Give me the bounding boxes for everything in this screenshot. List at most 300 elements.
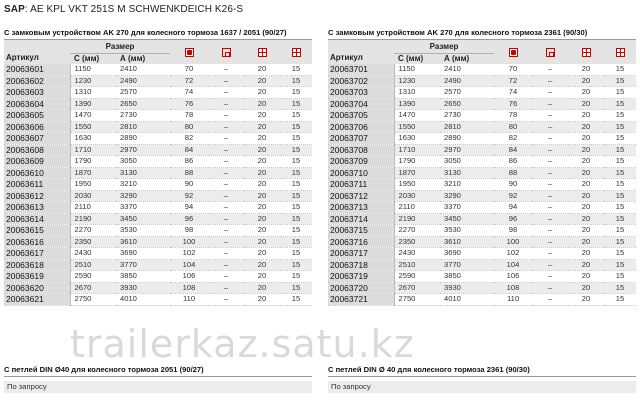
square-cell: – <box>208 282 244 294</box>
grid-cell-a: 20 <box>244 167 280 179</box>
grid-cell-b: 15 <box>280 213 312 225</box>
grid-cell-b: 15 <box>604 213 636 225</box>
c-cell: 2670 <box>70 282 116 294</box>
a-cell: 3210 <box>440 179 494 191</box>
lower-left-note: По запросу <box>4 381 312 393</box>
article-cell: 20063704 <box>328 98 394 110</box>
grid-cell-b: 15 <box>280 282 312 294</box>
weight-cell: 72 <box>170 75 208 87</box>
grid-cell-b: 15 <box>280 110 312 122</box>
grid-cell-a: 20 <box>244 64 280 75</box>
article-cell: 20063708 <box>328 144 394 156</box>
table-row <box>4 225 312 237</box>
table-row <box>4 202 312 214</box>
a-cell: 3530 <box>440 225 494 237</box>
a-cell: 2650 <box>116 98 170 110</box>
table-row <box>328 87 636 99</box>
article-cell: 20063604 <box>4 98 70 110</box>
grid-cell-b: 15 <box>280 225 312 237</box>
weight-cell: 106 <box>170 271 208 283</box>
square-cell: – <box>208 110 244 122</box>
a-cell: 3050 <box>116 156 170 168</box>
grid-cell-b: 15 <box>604 282 636 294</box>
grid-cell-a: 20 <box>568 271 604 283</box>
grid-cell-a: 20 <box>568 236 604 248</box>
page-title <box>4 4 243 15</box>
grid-cell-a: 20 <box>568 225 604 237</box>
a-cell: 3450 <box>116 213 170 225</box>
table-row <box>4 87 312 99</box>
grid-cell-b: 15 <box>604 121 636 133</box>
grid-cell-a: 20 <box>244 156 280 168</box>
left-panel <box>4 27 312 306</box>
title-text: : AE KPL VKT 251S M SCHWENKDEICH K26-S <box>24 4 244 15</box>
c-cell: 2510 <box>394 259 440 271</box>
grid-cell-b: 15 <box>280 248 312 260</box>
a-cell: 3130 <box>440 167 494 179</box>
square-cell: – <box>532 271 568 283</box>
article-cell: 20063721 <box>328 294 394 306</box>
a-cell: 4010 <box>440 294 494 306</box>
article-cell: 20063707 <box>328 133 394 145</box>
square-cell: – <box>532 213 568 225</box>
a-cell: 3210 <box>116 179 170 191</box>
article-cell: 20063619 <box>4 271 70 283</box>
weight-cell: 82 <box>494 133 532 145</box>
grid-cell-a: 20 <box>244 282 280 294</box>
grid-cell-b: 15 <box>280 259 312 271</box>
grid-cell-b: 15 <box>604 225 636 237</box>
square-cell: – <box>208 248 244 260</box>
weight-cell: 104 <box>494 259 532 271</box>
a-cell: 3290 <box>440 190 494 202</box>
table-row <box>4 121 312 133</box>
square-cell: – <box>208 144 244 156</box>
a-cell: 3370 <box>440 202 494 214</box>
square-cell: – <box>208 156 244 168</box>
grid-cell-b: 15 <box>280 121 312 133</box>
weight-cell: 72 <box>494 75 532 87</box>
grid-cell-b: 15 <box>604 144 636 156</box>
grid-cell-b: 15 <box>604 236 636 248</box>
c-cell: 2110 <box>70 202 116 214</box>
grid-cell-b: 15 <box>604 98 636 110</box>
article-cell: 20063621 <box>4 294 70 306</box>
square-cell: – <box>532 179 568 191</box>
grid-cell-a: 20 <box>244 98 280 110</box>
article-cell: 20063715 <box>328 225 394 237</box>
article-cell: 20063614 <box>4 213 70 225</box>
article-cell: 20063711 <box>328 179 394 191</box>
grid-cell-a: 20 <box>568 64 604 75</box>
grid-cell-b: 15 <box>280 190 312 202</box>
lower-left-heading: С петлей DIN Ø40 для колесного тормоза 2051 (90/27) <box>4 364 312 377</box>
weight-cell: 106 <box>494 271 532 283</box>
square-icon <box>208 40 244 64</box>
table-row <box>328 167 636 179</box>
grid-cell-a: 20 <box>244 202 280 214</box>
weight-cell: 74 <box>170 87 208 99</box>
grid-cell-b: 15 <box>604 75 636 87</box>
square-icon <box>532 40 568 64</box>
weight-cell: 82 <box>170 133 208 145</box>
weight-cell: 76 <box>494 98 532 110</box>
c-cell: 2750 <box>394 294 440 306</box>
weight-cell: 100 <box>494 236 532 248</box>
square-cell: – <box>532 156 568 168</box>
weight-cell: 102 <box>170 248 208 260</box>
table-row <box>4 64 312 75</box>
table-row <box>328 282 636 294</box>
a-cell: 2970 <box>440 144 494 156</box>
square-cell: – <box>208 213 244 225</box>
a-cell: 2650 <box>440 98 494 110</box>
a-header: А (мм) <box>116 54 170 65</box>
article-cell: 20063716 <box>328 236 394 248</box>
grid-cell-a: 20 <box>244 225 280 237</box>
size-header: Размер <box>394 40 494 54</box>
weight-cell: 86 <box>494 156 532 168</box>
c-cell: 2190 <box>394 213 440 225</box>
article-cell: 20063609 <box>4 156 70 168</box>
square-cell: – <box>208 190 244 202</box>
grid-cell-a: 20 <box>244 133 280 145</box>
article-cell: 20063616 <box>4 236 70 248</box>
grid-cell-b: 15 <box>604 64 636 75</box>
a-cell: 3850 <box>440 271 494 283</box>
c-cell: 2110 <box>394 202 440 214</box>
grid-cell-b: 15 <box>280 179 312 191</box>
a-cell: 2730 <box>440 110 494 122</box>
grid-cell-a: 20 <box>568 110 604 122</box>
grid-cell-a: 20 <box>244 144 280 156</box>
table-row <box>4 75 312 87</box>
article-cell: 20063613 <box>4 202 70 214</box>
left-table <box>4 40 312 306</box>
article-cell: 20063607 <box>4 133 70 145</box>
square-cell: – <box>532 294 568 306</box>
table-row <box>4 190 312 202</box>
grid-cell-a: 20 <box>568 202 604 214</box>
c-cell: 1550 <box>394 121 440 133</box>
a-cell: 3690 <box>440 248 494 260</box>
c-cell: 2750 <box>70 294 116 306</box>
lock-weight-icon <box>494 40 532 64</box>
a-cell: 3770 <box>116 259 170 271</box>
a-cell: 3370 <box>116 202 170 214</box>
table-row <box>328 271 636 283</box>
grid-cell-a: 20 <box>568 190 604 202</box>
weight-cell: 84 <box>494 144 532 156</box>
square-cell: – <box>208 87 244 99</box>
lower-right-section <box>328 364 636 393</box>
grid-cell-b: 15 <box>604 110 636 122</box>
table-row <box>4 156 312 168</box>
watermark: trailerkaz.satu.kz <box>70 322 415 366</box>
weight-cell: 94 <box>170 202 208 214</box>
square-cell: – <box>532 133 568 145</box>
c-cell: 1390 <box>70 98 116 110</box>
grid-cell-b: 15 <box>604 156 636 168</box>
c-cell: 1550 <box>70 121 116 133</box>
a-cell: 2810 <box>116 121 170 133</box>
article-header: Артикул <box>4 40 70 64</box>
grid-cell-a: 20 <box>568 179 604 191</box>
grid-cell-b: 15 <box>604 248 636 260</box>
square-cell: – <box>208 294 244 306</box>
grid-cell-a: 20 <box>568 98 604 110</box>
a-cell: 2570 <box>116 87 170 99</box>
grid-cell-a: 20 <box>568 248 604 260</box>
grid-cell-b: 15 <box>280 167 312 179</box>
a-cell: 3610 <box>440 236 494 248</box>
table-row <box>4 236 312 248</box>
table-row <box>4 133 312 145</box>
grid-cell-b: 15 <box>280 87 312 99</box>
square-cell: – <box>532 98 568 110</box>
table-row <box>328 259 636 271</box>
article-cell: 20063608 <box>4 144 70 156</box>
a-cell: 3850 <box>116 271 170 283</box>
a-cell: 2730 <box>116 110 170 122</box>
square-cell: – <box>532 110 568 122</box>
article-cell: 20063703 <box>328 87 394 99</box>
table-row <box>4 167 312 179</box>
grid-cell-b: 15 <box>604 190 636 202</box>
article-cell: 20063618 <box>4 259 70 271</box>
weight-cell: 70 <box>170 64 208 75</box>
right-table <box>328 40 636 306</box>
weight-cell: 70 <box>494 64 532 75</box>
a-cell: 3770 <box>440 259 494 271</box>
article-cell: 20063720 <box>328 282 394 294</box>
article-cell: 20063606 <box>4 121 70 133</box>
grid-cell-a: 20 <box>244 213 280 225</box>
grid-cell-a: 20 <box>568 156 604 168</box>
article-cell: 20063712 <box>328 190 394 202</box>
article-cell: 20063603 <box>4 87 70 99</box>
c-cell: 2270 <box>70 225 116 237</box>
square-cell: – <box>532 236 568 248</box>
a-cell: 2410 <box>440 64 494 75</box>
a-cell: 2410 <box>116 64 170 75</box>
weight-cell: 78 <box>170 110 208 122</box>
article-cell: 20063610 <box>4 167 70 179</box>
grid-cell-a: 20 <box>568 75 604 87</box>
c-cell: 1150 <box>70 64 116 75</box>
weight-cell: 78 <box>494 110 532 122</box>
grid-cell-a: 20 <box>244 248 280 260</box>
a-cell: 2970 <box>116 144 170 156</box>
table-row <box>4 259 312 271</box>
square-cell: – <box>532 248 568 260</box>
c-cell: 1390 <box>394 98 440 110</box>
table-row <box>328 202 636 214</box>
grid-cell-a: 20 <box>568 294 604 306</box>
article-cell: 20063719 <box>328 271 394 283</box>
article-cell: 20063713 <box>328 202 394 214</box>
c-cell: 1790 <box>394 156 440 168</box>
square-cell: – <box>532 167 568 179</box>
left-panel-heading: С замковым устройством AK 270 для колесного тормоза 1637 / 2051 (90/27) <box>4 27 312 40</box>
table-row <box>4 98 312 110</box>
weight-cell: 102 <box>494 248 532 260</box>
lower-right-note: По запросу <box>328 381 636 393</box>
table-row <box>328 294 636 306</box>
grid-cell-b: 15 <box>280 64 312 75</box>
article-cell: 20063709 <box>328 156 394 168</box>
weight-cell: 98 <box>170 225 208 237</box>
grid-cell-a: 20 <box>568 282 604 294</box>
grid-cell-a: 20 <box>568 133 604 145</box>
c-cell: 2430 <box>70 248 116 260</box>
article-cell: 20063718 <box>328 259 394 271</box>
square-cell: – <box>208 271 244 283</box>
c-cell: 1470 <box>394 110 440 122</box>
right-panel <box>328 27 636 306</box>
a-cell: 3930 <box>440 282 494 294</box>
article-cell: 20063612 <box>4 190 70 202</box>
a-cell: 2890 <box>116 133 170 145</box>
weight-cell: 88 <box>494 167 532 179</box>
grid-cell-a: 20 <box>568 259 604 271</box>
table-row <box>328 248 636 260</box>
c-cell: 2030 <box>394 190 440 202</box>
grid-cell-a: 20 <box>244 236 280 248</box>
table-row <box>328 236 636 248</box>
grid-cell-a: 20 <box>568 167 604 179</box>
c-cell: 2350 <box>70 236 116 248</box>
weight-cell: 108 <box>494 282 532 294</box>
grid-icon <box>280 40 312 64</box>
grid-cell-b: 15 <box>280 75 312 87</box>
c-header: С (мм) <box>70 54 116 65</box>
a-cell: 3690 <box>116 248 170 260</box>
square-cell: – <box>532 225 568 237</box>
lower-left-section <box>4 364 312 393</box>
grid-cell-a: 20 <box>244 259 280 271</box>
right-panel-heading: С замковым устройством AK 270 для колесного тормоза 2361 (90/30) <box>328 27 636 40</box>
article-cell: 20063714 <box>328 213 394 225</box>
c-cell: 2190 <box>70 213 116 225</box>
table-row <box>328 121 636 133</box>
article-cell: 20063611 <box>4 179 70 191</box>
weight-cell: 96 <box>170 213 208 225</box>
grid-cell-a: 20 <box>244 179 280 191</box>
table-row <box>328 133 636 145</box>
table-row <box>328 179 636 191</box>
square-cell: – <box>532 87 568 99</box>
grid-cell-b: 15 <box>604 294 636 306</box>
table-row <box>4 144 312 156</box>
square-cell: – <box>208 121 244 133</box>
square-cell: – <box>208 75 244 87</box>
table-row <box>328 213 636 225</box>
c-cell: 2590 <box>394 271 440 283</box>
square-cell: – <box>208 167 244 179</box>
c-cell: 1230 <box>394 75 440 87</box>
square-cell: – <box>208 202 244 214</box>
grid-cell-b: 15 <box>280 133 312 145</box>
grid-cell-b: 15 <box>604 259 636 271</box>
square-cell: – <box>532 144 568 156</box>
a-cell: 3050 <box>440 156 494 168</box>
grid-cell-b: 15 <box>604 133 636 145</box>
a-cell: 3530 <box>116 225 170 237</box>
c-cell: 1150 <box>394 64 440 75</box>
article-cell: 20063701 <box>328 64 394 75</box>
table-row <box>4 294 312 306</box>
table-row <box>328 225 636 237</box>
grid-cell-b: 15 <box>604 179 636 191</box>
weight-cell: 74 <box>494 87 532 99</box>
article-cell: 20063717 <box>328 248 394 260</box>
grid-cell-b: 15 <box>280 236 312 248</box>
article-header: Артикул <box>328 40 394 64</box>
weight-cell: 76 <box>170 98 208 110</box>
grid-cell-a: 20 <box>244 110 280 122</box>
table-row <box>4 271 312 283</box>
c-header: С (мм) <box>394 54 440 65</box>
weight-cell: 96 <box>494 213 532 225</box>
c-cell: 1630 <box>394 133 440 145</box>
size-header: Размер <box>70 40 170 54</box>
square-cell: – <box>208 98 244 110</box>
grid-cell-b: 15 <box>280 156 312 168</box>
c-cell: 1950 <box>394 179 440 191</box>
table-row <box>328 98 636 110</box>
square-cell: – <box>532 259 568 271</box>
weight-cell: 100 <box>170 236 208 248</box>
grid-cell-b: 15 <box>604 167 636 179</box>
table-row <box>328 110 636 122</box>
a-cell: 3610 <box>116 236 170 248</box>
article-cell: 20063601 <box>4 64 70 75</box>
weight-cell: 94 <box>494 202 532 214</box>
title-brand: SAP <box>4 4 25 15</box>
square-cell: – <box>532 75 568 87</box>
square-cell: – <box>208 225 244 237</box>
grid-cell-a: 20 <box>244 75 280 87</box>
grid-icon <box>604 40 636 64</box>
grid-cell-b: 15 <box>280 294 312 306</box>
table-row <box>328 190 636 202</box>
weight-cell: 104 <box>170 259 208 271</box>
grid-cell-a: 20 <box>568 144 604 156</box>
weight-cell: 98 <box>494 225 532 237</box>
weight-cell: 92 <box>170 190 208 202</box>
grid-cell-b: 15 <box>280 271 312 283</box>
c-cell: 2350 <box>394 236 440 248</box>
grid-cell-a: 20 <box>244 271 280 283</box>
square-cell: – <box>208 259 244 271</box>
table-row <box>328 75 636 87</box>
article-cell: 20063605 <box>4 110 70 122</box>
a-cell: 2810 <box>440 121 494 133</box>
weight-cell: 108 <box>170 282 208 294</box>
table-row <box>4 213 312 225</box>
square-cell: – <box>532 282 568 294</box>
c-cell: 1310 <box>394 87 440 99</box>
weight-cell: 80 <box>494 121 532 133</box>
square-cell: – <box>532 121 568 133</box>
weight-cell: 88 <box>170 167 208 179</box>
a-cell: 2490 <box>116 75 170 87</box>
article-cell: 20063702 <box>328 75 394 87</box>
grid-cell-a: 20 <box>244 190 280 202</box>
c-cell: 2510 <box>70 259 116 271</box>
weight-cell: 86 <box>170 156 208 168</box>
